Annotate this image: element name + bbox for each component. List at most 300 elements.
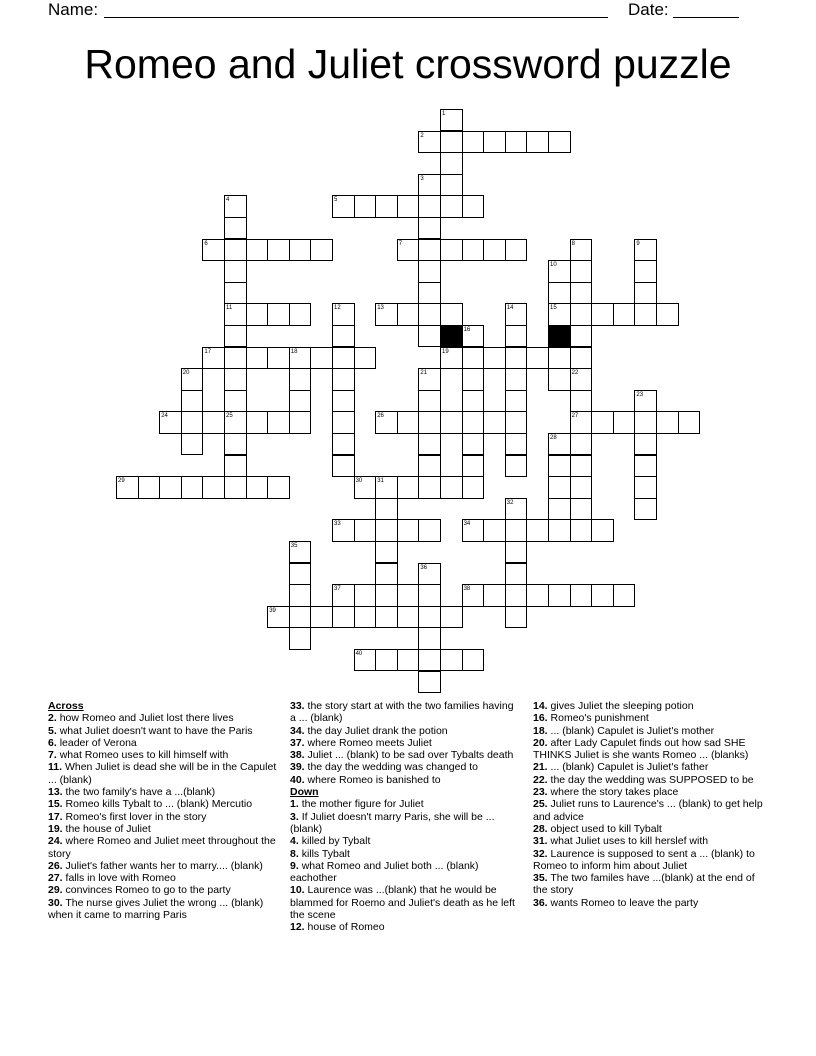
grid-cell[interactable]	[505, 584, 528, 606]
clue-item	[48, 884, 280, 896]
clue-item-text: the day Juliet drank the potion	[307, 724, 448, 737]
grid-cell[interactable]	[181, 476, 204, 498]
grid-cell[interactable]	[418, 433, 441, 455]
grid-cell[interactable]	[418, 671, 441, 693]
clue-number: 4	[226, 197, 230, 204]
grid-cell[interactable]	[505, 519, 528, 541]
clue-number: 28	[550, 435, 557, 441]
grid-cell[interactable]	[483, 411, 506, 433]
grid-cell[interactable]	[440, 239, 463, 261]
grid-cell[interactable]	[375, 498, 398, 520]
clue-item-text: what Juliet uses to kill herslef with	[550, 835, 709, 848]
grid-cell[interactable]	[462, 390, 485, 412]
clue-item-text: the house of Juliet	[65, 822, 151, 835]
grid-cell[interactable]	[375, 519, 398, 541]
grid-cell[interactable]	[332, 584, 355, 606]
clue-item-number: 26.	[48, 859, 63, 872]
grid-cell[interactable]	[354, 606, 377, 628]
clue-item	[533, 798, 765, 823]
clue-item-text: falls in love with Romeo	[65, 872, 176, 885]
grid-cell[interactable]	[505, 411, 528, 433]
grid-cell[interactable]	[332, 433, 355, 455]
grid-cell[interactable]	[397, 606, 420, 628]
grid-cell[interactable]	[570, 455, 593, 477]
grid-cell[interactable]	[418, 131, 441, 153]
grid-cell[interactable]	[397, 303, 420, 325]
grid-cell[interactable]	[267, 303, 290, 325]
clue-item-text: after Lady Capulet finds out how sad SHE THINKS Juliet is she wants Romeo ... (blanks)	[533, 736, 749, 762]
grid-cell[interactable]	[570, 476, 593, 498]
grid-cell[interactable]	[483, 584, 506, 606]
grid-cell[interactable]	[289, 563, 312, 585]
grid-cell[interactable]	[526, 519, 549, 541]
grid-cell[interactable]	[138, 476, 161, 498]
clue-number: 21	[420, 370, 428, 377]
clue-number: 26	[377, 413, 384, 420]
grid-cell[interactable]	[354, 519, 377, 541]
clue-item	[48, 725, 280, 737]
clue-item-number: 17.	[48, 810, 63, 823]
grid-cell[interactable]	[375, 649, 398, 671]
clue-item-text: killed by Tybalt	[301, 835, 371, 848]
grid-cell[interactable]	[570, 282, 593, 304]
grid-cell[interactable]	[224, 476, 247, 498]
down-heading: Down	[290, 786, 319, 799]
clue-number: 23	[636, 391, 644, 398]
grid-cell[interactable]	[591, 303, 614, 325]
grid-cell[interactable]	[634, 282, 657, 304]
grid-cell[interactable]	[634, 260, 657, 282]
clue-number: 37	[334, 586, 341, 593]
grid-cell[interactable]	[267, 347, 290, 369]
grid-cell[interactable]	[505, 455, 528, 477]
grid-cell[interactable]	[462, 368, 485, 390]
clue-item-text: The nurse gives Juliet the wrong ... (blank) when it came to marring Paris	[48, 896, 264, 922]
grid-cell[interactable]	[591, 519, 614, 541]
grid-cell[interactable]	[397, 519, 420, 541]
grid-cell[interactable]	[570, 584, 593, 606]
grid-cell[interactable]	[181, 390, 204, 412]
grid-cell[interactable]	[224, 282, 247, 304]
grid-cell[interactable]	[440, 131, 463, 153]
grid-cell[interactable]	[418, 303, 441, 325]
clue-number: 3	[420, 175, 424, 182]
clue-number: 36	[420, 564, 428, 571]
clue-item	[290, 737, 522, 749]
clue-number: 8	[571, 240, 575, 247]
grid-cell[interactable]	[246, 411, 269, 433]
grid-cell[interactable]	[505, 606, 528, 628]
clue-item	[533, 737, 765, 762]
clue-item-number: 33.	[290, 700, 305, 712]
grid-cell[interactable]	[570, 347, 593, 369]
clue-number: 6	[204, 240, 208, 247]
grid-cell[interactable]	[246, 347, 269, 369]
grid-cell[interactable]	[548, 498, 571, 520]
grid-cell[interactable]	[310, 347, 333, 369]
grid-cell[interactable]	[310, 239, 333, 261]
grid-cell[interactable]	[505, 541, 528, 563]
grid-cell[interactable]	[375, 411, 398, 433]
grid-cell[interactable]	[505, 498, 528, 520]
clue-column-3	[533, 700, 765, 909]
grid-cell[interactable]	[462, 455, 485, 477]
grid-cell[interactable]	[613, 411, 636, 433]
clue-item-number: 3.	[290, 810, 299, 823]
grid-cell[interactable]	[548, 347, 571, 369]
grid-cell[interactable]	[397, 411, 420, 433]
grid-cell[interactable]	[224, 260, 247, 282]
grid-cell[interactable]	[224, 411, 247, 433]
grid-cell[interactable]	[570, 411, 593, 433]
clue-item-text: where the story takes place	[550, 786, 679, 799]
clue-item-number: 14.	[533, 700, 548, 712]
grid-cell[interactable]	[418, 390, 441, 412]
grid-cell[interactable]	[332, 519, 355, 541]
grid-cell[interactable]	[505, 390, 528, 412]
grid-cell[interactable]	[332, 325, 355, 347]
grid-cell[interactable]	[548, 455, 571, 477]
grid-cell[interactable]	[440, 195, 463, 217]
clue-number: 5	[334, 197, 338, 204]
grid-cell[interactable]	[462, 411, 485, 433]
clue-item	[48, 712, 280, 724]
grid-cell[interactable]	[289, 606, 312, 628]
clue-number: 10	[550, 262, 557, 269]
grid-cell[interactable]	[462, 347, 485, 369]
grid-cell[interactable]	[634, 390, 657, 412]
grid-cell[interactable]	[570, 368, 593, 390]
grid-cell[interactable]	[462, 239, 485, 261]
grid-cell[interactable]	[418, 606, 441, 628]
grid-cell[interactable]	[159, 476, 182, 498]
grid-cell[interactable]	[181, 433, 204, 455]
clue-item-number: 37.	[290, 736, 305, 749]
grid-cell[interactable]	[418, 260, 441, 282]
grid-cell[interactable]	[202, 476, 225, 498]
clue-item-number: 22.	[533, 773, 548, 786]
clue-item-text: Laurence is supposed to sent a ... (blank) to Romeo to inform him about Juliet	[533, 847, 755, 872]
grid-cell[interactable]	[656, 303, 679, 325]
grid-cell[interactable]	[634, 476, 657, 498]
grid-cell[interactable]	[397, 239, 420, 261]
grid-cell[interactable]	[224, 217, 247, 239]
clue-item-number: 9.	[290, 859, 299, 872]
clue-item	[48, 823, 280, 835]
grid-cell[interactable]	[332, 368, 355, 390]
grid-cell[interactable]	[418, 195, 441, 217]
grid-cell[interactable]	[483, 131, 506, 153]
grid-cell[interactable]	[224, 390, 247, 412]
grid-cell[interactable]	[418, 649, 441, 671]
clue-number: 7	[398, 240, 403, 247]
clue-item-text: Juliet ... (blank) to be sad over Tybalts death	[307, 749, 514, 762]
clue-number: 9	[636, 240, 640, 247]
grid-cell[interactable]	[570, 260, 593, 282]
clue-item-number: 15.	[48, 798, 63, 811]
grid-cell[interactable]	[289, 368, 312, 390]
grid-cell[interactable]	[548, 519, 571, 541]
clue-number: 1	[442, 111, 446, 117]
grid-cell[interactable]	[505, 347, 528, 369]
grid-cell[interactable]	[289, 390, 312, 412]
grid-cell[interactable]	[613, 303, 636, 325]
grid-cell[interactable]	[375, 303, 398, 325]
clue-item	[533, 761, 765, 773]
grid-cell[interactable]	[462, 433, 485, 455]
grid-cell[interactable]	[462, 584, 485, 606]
grid-cell[interactable]	[375, 584, 398, 606]
grid-cell[interactable]	[418, 584, 441, 606]
grid-cell[interactable]	[462, 195, 485, 217]
grid-cell[interactable]	[289, 584, 312, 606]
clue-item	[48, 897, 280, 922]
grid-cell[interactable]	[440, 649, 463, 671]
grid-cell[interactable]	[332, 195, 355, 217]
grid-cell[interactable]	[548, 584, 571, 606]
grid-cell[interactable]	[332, 347, 355, 369]
grid-cell[interactable]	[418, 627, 441, 649]
grid-cell[interactable]	[440, 411, 463, 433]
grid-cell[interactable]	[591, 411, 614, 433]
grid-cell[interactable]	[332, 411, 355, 433]
grid-cell[interactable]	[570, 239, 593, 261]
grid-cell[interactable]	[418, 239, 441, 261]
grid-cell[interactable]	[354, 347, 377, 369]
grid-cell[interactable]	[548, 368, 571, 390]
grid-cell[interactable]	[591, 584, 614, 606]
grid-cell[interactable]	[289, 627, 312, 649]
clue-item-text: what Romeo uses to kill himself with	[59, 749, 229, 762]
clue-item-number: 12.	[290, 921, 305, 934]
grid-cell[interactable]	[483, 239, 506, 261]
grid-cell[interactable]	[656, 411, 679, 433]
clue-item	[533, 786, 765, 798]
grid-cell[interactable]	[505, 325, 528, 347]
grid-cell[interactable]	[483, 347, 506, 369]
grid-cell[interactable]	[526, 347, 549, 369]
grid-cell[interactable]	[440, 476, 463, 498]
grid-cell[interactable]	[548, 131, 571, 153]
grid-cell[interactable]	[570, 303, 593, 325]
grid-cell[interactable]	[418, 411, 441, 433]
grid-cell[interactable]	[440, 606, 463, 628]
grid-cell[interactable]	[634, 303, 657, 325]
grid-cell[interactable]	[570, 433, 593, 455]
grid-cell[interactable]	[159, 411, 182, 433]
grid-cell[interactable]	[548, 282, 571, 304]
grid-cell[interactable]	[462, 131, 485, 153]
grid-cell[interactable]	[570, 519, 593, 541]
grid-cell[interactable]	[267, 476, 290, 498]
grid-cell[interactable]	[570, 498, 593, 520]
grid-cell[interactable]	[289, 303, 312, 325]
clue-item	[533, 872, 765, 897]
clue-item-number: 28.	[533, 822, 548, 835]
grid-cell[interactable]	[332, 303, 355, 325]
clue-item-text: object used to kill Tybalt	[550, 822, 662, 835]
grid-cell[interactable]	[526, 584, 549, 606]
clue-number: 38	[463, 586, 471, 593]
grid-cell[interactable]	[246, 239, 269, 261]
grid-cell[interactable]	[462, 476, 485, 498]
clue-number: 40	[355, 651, 363, 657]
grid-cell[interactable]	[224, 347, 247, 369]
grid-cell[interactable]	[181, 411, 204, 433]
grid-cell[interactable]	[548, 476, 571, 498]
grid-cell[interactable]	[505, 433, 528, 455]
grid-cell[interactable]	[505, 563, 528, 585]
grid-cell[interactable]	[440, 109, 463, 131]
grid-cell[interactable]	[548, 260, 571, 282]
clue-number: 35	[290, 543, 298, 549]
grid-cell[interactable]	[224, 455, 247, 477]
grid-cell[interactable]	[375, 563, 398, 585]
grid-cell[interactable]	[375, 476, 398, 498]
grid-cell[interactable]	[462, 519, 485, 541]
grid-cell[interactable]	[354, 195, 377, 217]
clue-item	[290, 725, 522, 737]
grid-cell[interactable]	[548, 303, 571, 325]
grid-cell[interactable]	[267, 606, 290, 628]
grid-cell[interactable]	[116, 476, 139, 498]
grid-cell[interactable]	[202, 347, 225, 369]
grid-cell[interactable]	[332, 455, 355, 477]
grid-cell[interactable]	[418, 174, 441, 196]
grid-cell[interactable]	[505, 239, 528, 261]
grid-cell[interactable]	[354, 649, 377, 671]
grid-cell[interactable]	[418, 217, 441, 239]
grid-cell[interactable]	[354, 476, 377, 498]
grid-cell[interactable]	[634, 455, 657, 477]
grid-cell[interactable]	[267, 411, 290, 433]
clue-item	[48, 811, 280, 823]
grid-cell[interactable]	[202, 239, 225, 261]
grid-cell[interactable]	[418, 368, 441, 390]
grid-cell[interactable]	[246, 303, 269, 325]
grid-cell[interactable]	[289, 239, 312, 261]
grid-cell[interactable]	[224, 239, 247, 261]
grid-cell[interactable]	[418, 476, 441, 498]
clue-number: 15	[550, 305, 557, 312]
clue-item	[290, 761, 522, 773]
grid-cell[interactable]	[375, 606, 398, 628]
grid-cell[interactable]	[397, 476, 420, 498]
grid-cell[interactable]	[397, 649, 420, 671]
clue-item	[290, 835, 522, 847]
clue-item-number: 38.	[290, 749, 305, 762]
grid-cell[interactable]	[224, 325, 247, 347]
grid-cell[interactable]	[634, 239, 657, 261]
grid-cell[interactable]	[440, 174, 463, 196]
clue-number: 33	[334, 521, 341, 528]
clue-item-text: house of Romeo	[307, 921, 385, 934]
clue-column-1	[48, 700, 280, 921]
clue-item-text: the story start at with the two families having a ... (blank)	[290, 700, 514, 725]
clue-item	[290, 700, 522, 725]
clue-item	[533, 823, 765, 835]
grid-cell[interactable]	[202, 411, 225, 433]
clue-item-number: 10.	[290, 884, 305, 897]
grid-cell[interactable]	[332, 390, 355, 412]
grid-cell[interactable]	[548, 433, 571, 455]
clue-item-number: 27.	[48, 872, 63, 885]
clue-item	[290, 749, 522, 761]
grid-cell[interactable]	[526, 131, 549, 153]
grid-cell[interactable]	[505, 303, 528, 325]
grid-cell[interactable]	[634, 411, 657, 433]
grid-cell[interactable]	[289, 541, 312, 563]
grid-cell[interactable]	[397, 584, 420, 606]
grid-cell[interactable]	[246, 476, 269, 498]
grid-cell[interactable]	[418, 519, 441, 541]
grid-cell[interactable]	[440, 347, 463, 369]
grid-cell[interactable]	[289, 347, 312, 369]
date-label: Date:	[628, 0, 669, 19]
grid-cell[interactable]	[224, 303, 247, 325]
grid-cell[interactable]	[418, 325, 441, 347]
grid-cell[interactable]	[267, 239, 290, 261]
grid-cell[interactable]	[634, 498, 657, 520]
grid-cell[interactable]	[418, 282, 441, 304]
grid-cell[interactable]	[181, 368, 204, 390]
clue-item-text: how Romeo and Juliet lost there lives	[59, 712, 234, 725]
grid-cell[interactable]	[505, 131, 528, 153]
clue-item	[48, 786, 280, 798]
clue-item-number: 1.	[290, 798, 299, 811]
grid-cell[interactable]	[289, 411, 312, 433]
clue-item-text: The two familes have ...(blank) at the end of the story	[533, 872, 755, 897]
clue-item	[48, 860, 280, 872]
grid-cell[interactable]	[462, 325, 485, 347]
grid-cell[interactable]	[440, 152, 463, 174]
grid-cell[interactable]	[310, 606, 333, 628]
grid-cell[interactable]	[224, 195, 247, 217]
grid-cell[interactable]	[570, 325, 593, 347]
black-cell	[440, 325, 463, 347]
black-cell	[548, 325, 571, 347]
clue-item-number: 21.	[533, 761, 548, 774]
clue-item-number: 8.	[290, 847, 299, 860]
grid-cell[interactable]	[418, 563, 441, 585]
clue-item-text: Romeo's punishment	[550, 712, 649, 725]
grid-cell[interactable]	[224, 368, 247, 390]
clue-number: 12	[334, 305, 341, 312]
grid-cell[interactable]	[375, 541, 398, 563]
grid-cell[interactable]	[634, 433, 657, 455]
grid-cell[interactable]	[354, 584, 377, 606]
clue-item-number: 6.	[48, 736, 57, 749]
grid-cell[interactable]	[375, 195, 398, 217]
clue-number: 20	[182, 370, 190, 377]
grid-cell[interactable]	[613, 584, 636, 606]
clue-item-number: 30.	[48, 896, 63, 909]
grid-cell[interactable]	[332, 606, 355, 628]
grid-cell[interactable]	[397, 195, 420, 217]
grid-cell[interactable]	[483, 519, 506, 541]
clue-item-text: the day the wedding was changed to	[307, 761, 478, 774]
grid-cell[interactable]	[678, 411, 701, 433]
grid-cell[interactable]	[418, 455, 441, 477]
grid-cell[interactable]	[570, 390, 593, 412]
clue-item-text: leader of Verona	[59, 736, 137, 749]
grid-cell[interactable]	[224, 433, 247, 455]
grid-cell[interactable]	[462, 649, 485, 671]
grid-cell[interactable]	[505, 368, 528, 390]
grid-cell[interactable]	[440, 303, 463, 325]
clue-item-number: 24.	[48, 835, 63, 848]
clue-item-number: 23.	[533, 786, 548, 799]
